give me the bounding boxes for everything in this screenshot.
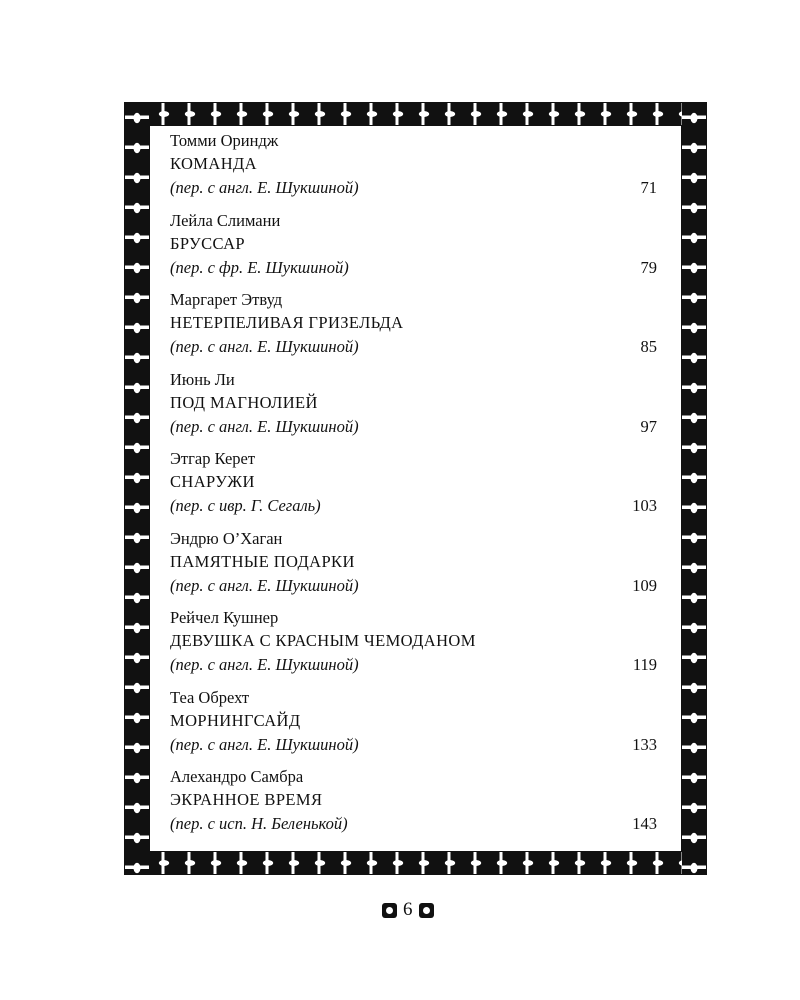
ornamental-frame [124, 102, 707, 875]
square-ornament-icon [419, 903, 434, 918]
entry-translation: (пер. с исп. Н. Беленькой) [170, 814, 348, 833]
toc-entry [170, 448, 657, 528]
entry-title: НЕТЕРПЕЛИВАЯ ГРИЗЕЛЬДА [170, 313, 404, 332]
toc-entry [170, 289, 657, 369]
entry-author: Лейла Слимани [170, 210, 281, 230]
table-of-contents [170, 130, 657, 846]
entry-author: Маргарет Этвуд [170, 290, 283, 309]
entry-title: ПАМЯТНЫЕ ПОДАРКИ [170, 551, 355, 571]
entry-page-number: 109 [632, 575, 657, 595]
entry-author: Эндрю О’Хаган [170, 528, 283, 548]
entry-title: СНАРУЖИ [170, 472, 255, 491]
entry-page-number: 85 [640, 337, 657, 356]
toc-entry [170, 210, 657, 290]
entry-author: Июнь Ли [170, 369, 235, 389]
entry-translation: (пер. с англ. Е. Шукшиной) [170, 575, 359, 595]
ornament-border-top [125, 103, 706, 125]
entry-page-number: 133 [632, 734, 657, 754]
folio-page-number: 6 [403, 899, 413, 920]
entry-title: ЭКРАННОЕ ВРЕМЯ [170, 790, 323, 809]
entry-translation: (пер. с англ. Е. Шукшиной) [170, 416, 359, 436]
entry-page-number: 79 [640, 257, 657, 277]
ornament-border-bottom [125, 852, 706, 874]
entry-translation: (пер. с фр. Е. Шукшиной) [170, 257, 349, 277]
entry-page-number: 143 [632, 814, 657, 833]
square-ornament-icon [382, 903, 397, 918]
entry-translation: (пер. с англ. Е. Шукшиной) [170, 655, 359, 674]
toc-entry [170, 766, 657, 846]
entry-title: МОРНИНГСАЙД [170, 710, 301, 730]
toc-entry [170, 130, 657, 210]
toc-entry [170, 528, 657, 608]
entry-translation: (пер. с англ. Е. Шукшиной) [170, 337, 359, 356]
toc-entry [170, 687, 657, 767]
entry-author: Алехандро Самбра [170, 767, 304, 786]
ornament-border-right [682, 103, 706, 874]
entry-title: БРУССАР [170, 233, 246, 253]
entry-page-number: 119 [632, 655, 657, 674]
entry-title: ПОД МАГНОЛИЕЙ [170, 392, 318, 412]
entry-page-number: 103 [632, 496, 657, 515]
entry-author: Томми Ориндж [170, 131, 279, 150]
page-folio [382, 898, 434, 922]
entry-translation: (пер. с англ. Е. Шукшиной) [170, 178, 359, 197]
entry-page-number: 71 [640, 178, 657, 197]
ornament-border-left [125, 103, 149, 874]
entry-title: ДЕВУШКА С КРАСНЫМ ЧЕМОДАНОМ [170, 631, 476, 650]
entry-title: КОМАНДА [170, 154, 257, 173]
entry-author: Этгар Керет [170, 449, 256, 468]
toc-entry [170, 369, 657, 449]
toc-entry [170, 607, 657, 687]
entry-translation: (пер. с англ. Е. Шукшиной) [170, 734, 359, 754]
entry-translation: (пер. с ивр. Г. Сегаль) [170, 496, 321, 515]
entry-author: Теа Обрехт [170, 687, 250, 707]
entry-author: Рейчел Кушнер [170, 608, 279, 627]
entry-page-number: 97 [640, 416, 657, 436]
